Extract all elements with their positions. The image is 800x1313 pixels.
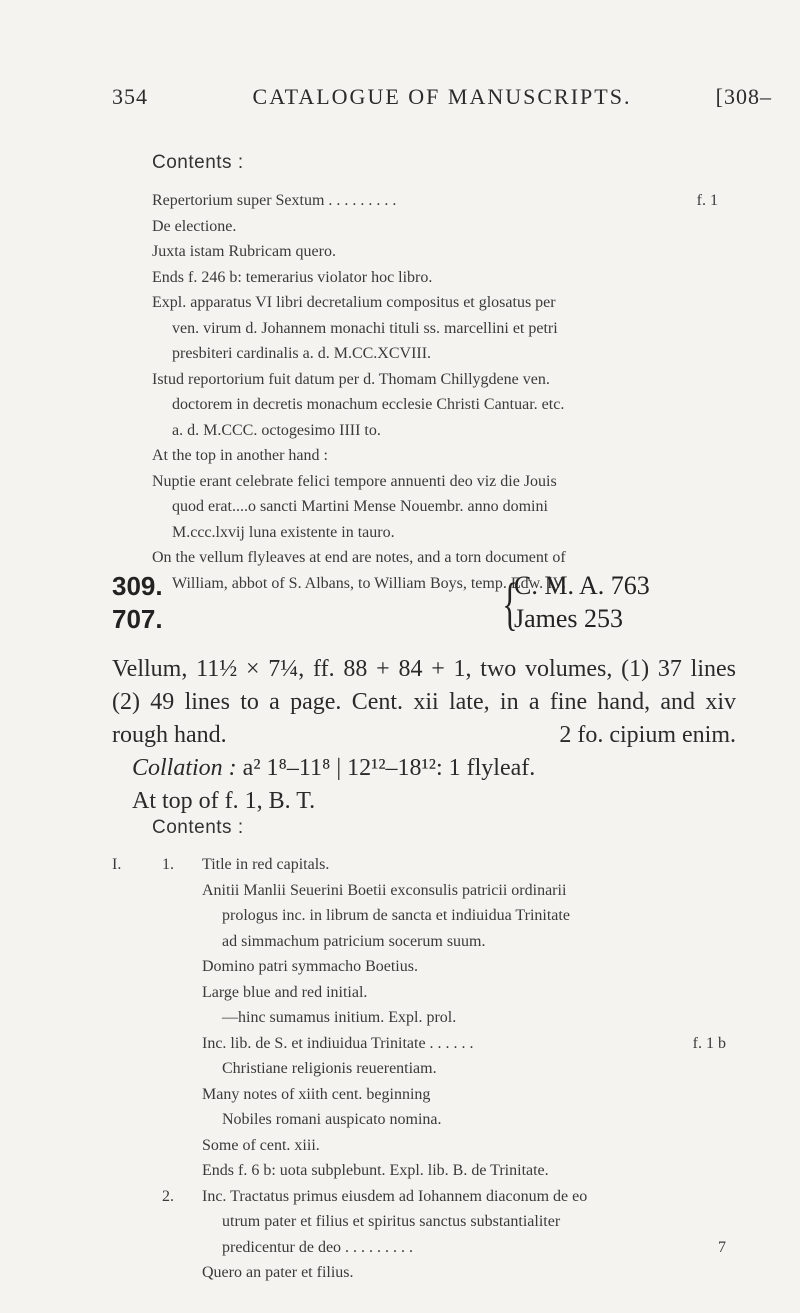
page-number: 354 [112, 84, 148, 109]
line-text: utrum pater et filius et spiritus sanctus substantialiter [222, 1213, 561, 1230]
collation-label: Collation : [132, 755, 237, 781]
line-text: Inc. lib. de S. et indiuidua Trinitate . . . . . . [202, 1034, 474, 1052]
contents-line [112, 852, 726, 878]
contents-line [112, 1133, 726, 1159]
line-text: Juxta istam Rubricam quero. [152, 243, 336, 260]
line-text: predicentur de deo . . . . . . . . . [222, 1238, 414, 1256]
contents-line [112, 954, 726, 980]
folio-reference: f. 1 [696, 192, 718, 209]
description-text: rough hand. [112, 722, 227, 748]
line-text: Christiane religionis reuerentiam. [222, 1060, 437, 1077]
entry-line [152, 494, 718, 520]
line-text: On the vellum flyleaves at end are notes, and a torn document of [152, 549, 566, 566]
top-note: At top of f. 1, B. T. [132, 788, 316, 814]
contents-line [112, 1260, 726, 1286]
description-line [112, 719, 736, 752]
line-text: At the top in another hand : [152, 447, 328, 464]
contents-line [112, 1005, 726, 1031]
line-text: a. d. M.CCC. octogesimo IIII to. [172, 421, 381, 439]
contents-line [112, 903, 726, 929]
line-text: doctorem in decretis monachum ecclesie Christi Cantuar. etc. [172, 396, 565, 413]
line-text: Some of cent. xiii. [202, 1136, 320, 1154]
line-text: prologus inc. in librum de sancta et indiuidua Trinitate [222, 907, 570, 924]
line-text: ven. virum d. Johannem monachi tituli ss. marcellini et petri [172, 319, 558, 337]
line-text: Nuptie erant celebrate felici tempore annuenti deo viz die Jouis [152, 472, 557, 490]
folio-reference: 7 [718, 1238, 726, 1256]
line-text: Many notes of xiith cent. beginning [202, 1085, 431, 1103]
description-line: (2) 49 lines to a page. Cent. xii late, in a fine hand, and xiv [112, 689, 736, 715]
description-line: Vellum, 11½ × 7¼, ff. 88 + 84 + 1, two volumes, (1) 37 lines [112, 656, 736, 682]
physical-description [112, 653, 736, 818]
shelfmark-brace: { [502, 571, 518, 636]
entry-line [152, 214, 718, 240]
contents-line [112, 878, 726, 904]
part-number: I. [112, 856, 122, 873]
collation-line [112, 752, 736, 785]
line-text: Ends f. 246 b: temerarius violator hoc libro. [152, 268, 433, 286]
line-text: presbiteri cardinalis a. d. M.CC.XCVIII. [172, 345, 432, 362]
running-title: CATALOGUE OF MANUSCRIPTS. [252, 84, 632, 109]
line-text: Ends f. 6 b: uota subplebunt. Expl. lib. B. de Trinitate. [202, 1162, 549, 1179]
line-text: De electione. [152, 217, 237, 235]
line-text: Domino patri symmacho Boetius. [202, 958, 418, 975]
line-text: Title in red capitals. [202, 856, 330, 873]
contents-line [112, 1107, 726, 1133]
shelfmark-cma: C. M. A. 763 [514, 571, 650, 600]
manuscript-contents [112, 852, 726, 1286]
entry-range: [308– [715, 84, 772, 109]
entry-line [152, 392, 718, 418]
contents-line [112, 1184, 726, 1210]
contents-heading: Contents : [152, 152, 244, 173]
item-number: 1. [162, 856, 174, 873]
collation-formula: a² 1⁸–11⁸ | 12¹²–18¹²: 1 flyleaf. [242, 755, 536, 781]
old-entry-number: 707. [112, 604, 163, 634]
item-number: 2. [162, 1187, 174, 1205]
line-text: Istud reportorium fuit datum per d. Thomam Chillygdene ven. [152, 370, 550, 388]
shelfmark-james: James 253 [514, 604, 624, 633]
entry-line [152, 545, 718, 571]
contents-heading-2: Contents : [152, 817, 244, 838]
previous-entry-contents [152, 188, 718, 596]
line-text: Large blue and red initial. [202, 983, 368, 1001]
second-folio: 2 fo. cipium enim. [559, 722, 736, 748]
line-text: quod erat....o sancti Martini Mense Nouembr. anno domini [172, 498, 548, 515]
contents-line [112, 1031, 726, 1057]
contents-line [112, 1082, 726, 1108]
contents-line [112, 1209, 726, 1235]
line-text: —hinc sumamus initium. Expl. prol. [222, 1009, 457, 1026]
entry-line [152, 265, 718, 291]
line-text: Nobiles romani auspicato nomina. [222, 1111, 442, 1128]
entry-number: 309. [112, 571, 163, 601]
line-text: Repertorium super Sextum . . . . . . . . . [152, 192, 397, 209]
line-text: Expl. apparatus VI libri decretalium compositus et glosatus per [152, 294, 556, 311]
entry-line [152, 239, 718, 265]
entry-line [152, 341, 718, 367]
folio-reference: f. 1 b [692, 1034, 726, 1052]
entry-line [152, 290, 718, 316]
entry-line [152, 520, 718, 546]
line-text: Inc. Tractatus primus eiusdem ad Iohannem diaconum de eo [202, 1187, 588, 1205]
contents-line [112, 980, 726, 1006]
entry-line [152, 367, 718, 393]
line-text: Anitii Manlii Seuerini Boetii exconsulis patricii ordinarii [202, 881, 567, 899]
contents-line [112, 929, 726, 955]
line-text: William, abbot of S. Albans, to William Boys, temp. Edw. IV. [172, 574, 566, 592]
entry-line [152, 469, 718, 495]
contents-line [112, 1158, 726, 1184]
entry-line [152, 316, 718, 342]
line-text: M.ccc.lxvij luna existente in tauro. [172, 523, 395, 541]
entry-line [152, 188, 718, 214]
entry-line [152, 418, 718, 444]
entry-line [152, 443, 718, 469]
line-text: ad simmachum patricium socerum suum. [222, 932, 486, 950]
line-text: Quero an pater et filius. [202, 1264, 354, 1281]
contents-line [112, 1056, 726, 1082]
contents-line [112, 1235, 726, 1261]
running-header [112, 84, 772, 120]
